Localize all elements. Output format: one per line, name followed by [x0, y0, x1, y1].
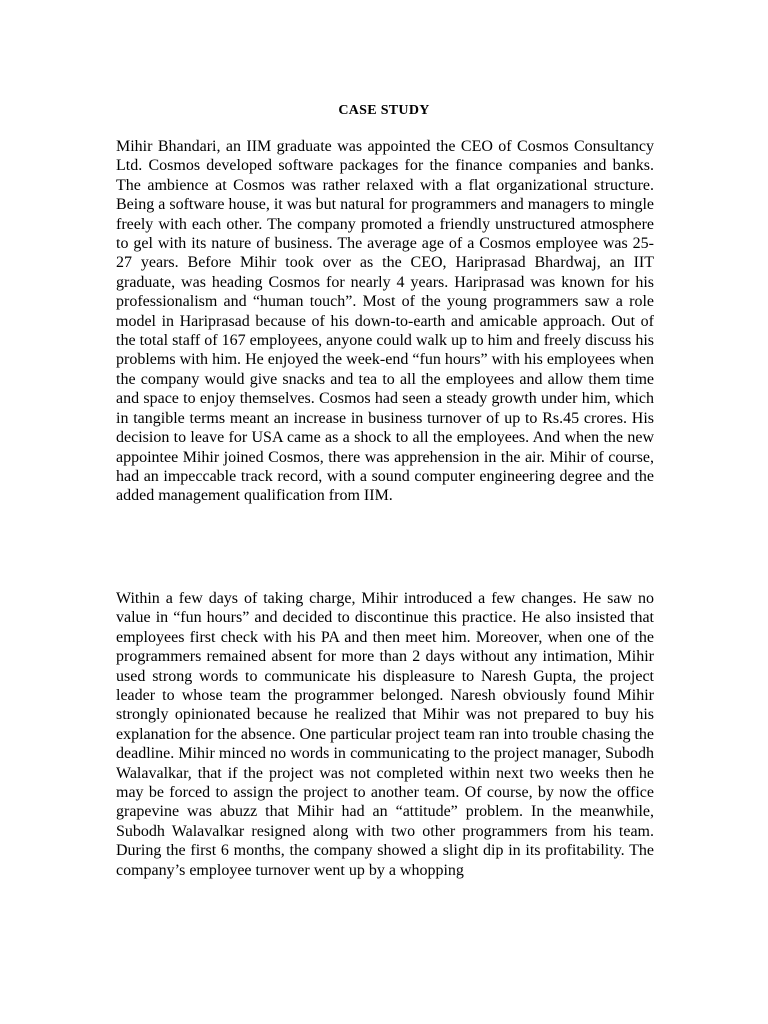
page-title: CASE STUDY: [338, 103, 430, 118]
paragraph-2: Within a few days of taking charge, Mihir introduced a few changes. He saw no value in “fun hours” and decided to discontinue this practice. He also insisted that employees first check with his PA and then meet him. Moreover, when one of the programmers remained absent for more than 2 days without any intimation, Mihir used strong words to communicate his displeasure to Naresh Gupta, the project leader to whose team the programmer belonged. Naresh obviously found Mihir strongly opinionated because he realized that Mihir was not prepared to buy his explanation for the absence. One particular project team ran into trouble chasing the deadline. Mihir minced no words in communicating to the project manager, Subodh Walavalkar, that if the project was not completed within next two weeks then he may be forced to assign the project to another team. Of course, by now the office grapevine was abuzz that Mihir had an “attitude” problem. In the meanwhile, Subodh Walavalkar resigned along with two other programmers from his team. During the first 6 months, the company showed a slight dip in its profitability. The company’s employee turnover went up by a whopping: [116, 590, 655, 879]
paragraph-1: Mihir Bhandari, an IIM graduate was appointed the CEO of Cosmos Consultancy Ltd. Cosmos developed software packages for the finance companies and banks. The ambience at Cosmos was rather relaxed with a flat organizational structure. Being a software house, it was but natural for programmers and managers to mingle freely with each other. The company promoted a friendly unstructured atmosphere to gel with its nature of business. The average age of a Cosmos employee was 25-27 years. Before Mihir took over as the CEO, Hariprasad Bhardwaj, an IIT graduate, was heading Cosmos for nearly 4 years. Hariprasad was known for his professionalism and “human touch”. Most of the young programmers saw a role model in Hariprasad because of his down-to-earth and amicable approach. Out of the total staff of 167 employees, anyone could walk up to him and freely discuss his problems with him. He enjoyed the week-end “fun hours” with his employees when the company would give snacks and tea to all the employees and allow them time and space to enjoy themselves. Cosmos had seen a steady growth under him, which in tangible terms meant an increase in business turnover of up to Rs.45 crores. His decision to leave for USA came as a shock to all the employees. And when the new appointee Mihir joined Cosmos, there was apprehension in the air. Mihir of course, had an impeccable track record, with a sound computer engineering degree and the added management qualification from IIM.: [116, 138, 654, 505]
